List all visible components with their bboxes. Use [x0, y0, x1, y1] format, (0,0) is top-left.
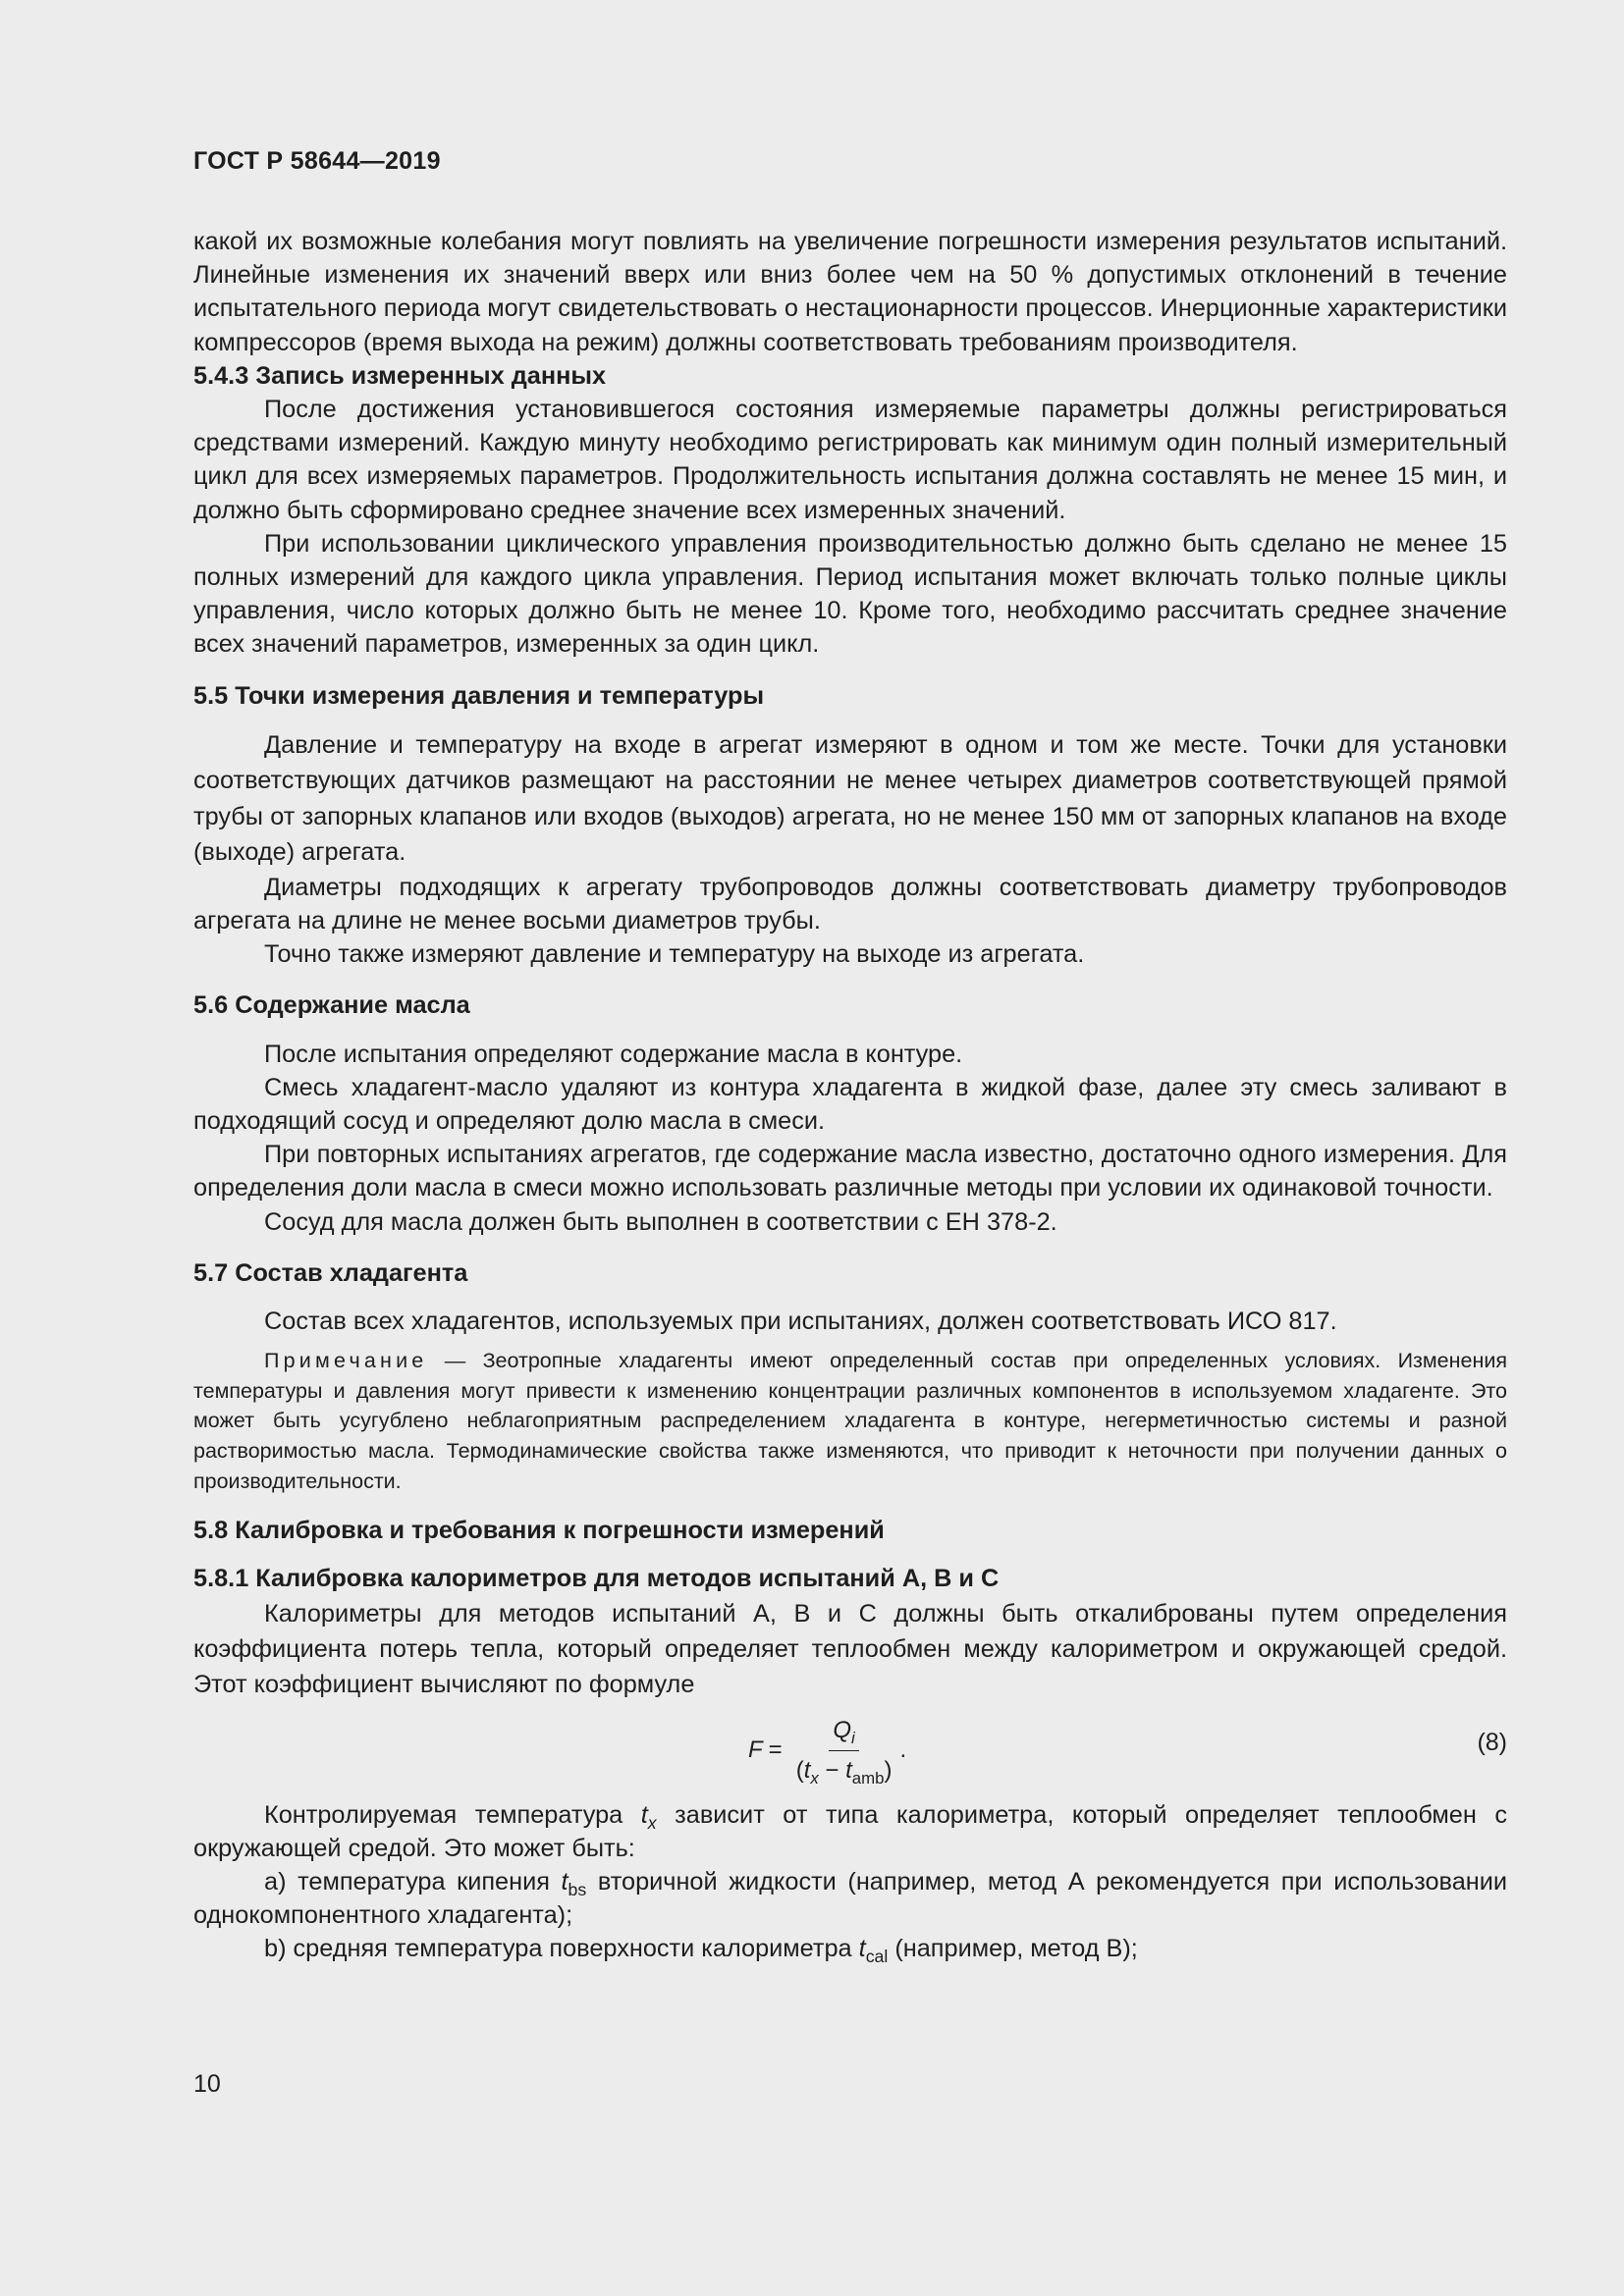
item-a-sub: bs — [568, 1880, 587, 1900]
den-var2: t — [845, 1756, 852, 1784]
paragraph-5-8-1-a: Калориметры для методов испытаний А, В и С должны быть откалиброваны путем определения коэффициента потерь тепла, который определяет теплообмен между калориметром и окружающей средой. Этот коэффициент вычисляют по формуле — [193, 1599, 1507, 1698]
paragraph-5-4-3-b: При использовании циклического управления производительностью должно быть сделано не менее 15 полных измерений для каждого цикла управления. Период испытания может включать только полные циклы управления, число которых должно быть не менее 10. Кроме того, необходимо рассчитать среднее значение всех значений параметров, измеренных за один цикл. — [193, 529, 1507, 659]
section-heading-5-8: 5.8 Калибровка и требования к погрешности измерений — [193, 1517, 885, 1545]
formula-lhs: F — [748, 1736, 763, 1764]
den-close: ) — [884, 1756, 893, 1784]
formula-numerator — [829, 1714, 858, 1751]
paragraph-5-6-d: Сосуд для масла должен быть выполнен в соответствии с ЕН 378-2. — [264, 1207, 1057, 1236]
subsection-heading-5-4-3: 5.4.3 Запись измеренных данных — [193, 361, 607, 390]
formula-number: (8) — [1477, 1728, 1507, 1756]
p-tx-post: зависит от типа калориметра, который определяет теплообмен с окружающей средой. Это может быть: — [193, 1800, 1507, 1862]
formula-denominator — [792, 1751, 896, 1788]
page-number: 10 — [193, 2070, 221, 2098]
formula-trail: . — [899, 1736, 907, 1764]
section-heading-5-6: 5.6 Содержание масла — [193, 991, 470, 1020]
paragraph-5-6-b: Смесь хладагент-масло удаляют из контура хладагента в жидкой фазе, далее эту смесь заливают в подходящий сосуд и определяют долю масла в смеси. — [193, 1073, 1507, 1136]
den-sub1: x — [810, 1768, 819, 1788]
item-b-pre: b) средняя температура поверхности калориметра — [264, 1935, 859, 1963]
paragraph-continuation: какой их возможные колебания могут повлиять на увеличение погрешности измерения результатов испытаний. Линейные изменения их значений вверх или вниз более чем на 50 % допустимых отклонений в течение испытательного периода могут свидетельствовать о нестационарности процессов. Инерционные характеристики компрессоров (время выхода на режим) должны соответствовать требованиям производителя. — [193, 228, 1507, 356]
paragraph-5-4-3-a: После достижения установившегося состояния измеряемые параметры должны регистрироваться средствами измерений. Каждую минуту необходимо регистрировать как минимум один полный измерительный цикл для всех измеряемых параметров. Продолжительность испытания должна составлять не менее 15 мин, и должно быть сформировано среднее значение всех измеренных значений. — [193, 396, 1507, 524]
section-heading-5-7: 5.7 Состав хладагента — [193, 1258, 468, 1287]
formula-fraction — [792, 1714, 896, 1788]
numerator-var: Q — [833, 1716, 852, 1743]
item-a-var: t — [561, 1868, 568, 1896]
document-body — [193, 225, 1507, 1966]
paragraph-5-5-a: Давление и температуру на входе в агрегат измеряют в одном и том же месте. Точки для установки соответствующих датчиков размещают на расстоянии не менее четырех диаметров соответствующей прямой трубы от запорных клапанов или входов (выходов) агрегата, но не менее 150 мм от запорных клапанов на входе (выходе) агрегата. — [193, 730, 1507, 867]
item-a-post: вторичной жидкости (например, метод А рекомендуется при использовании однокомпонентного хладагента); — [193, 1868, 1507, 1930]
p-tx-pre: Контролируемая температура — [264, 1800, 641, 1829]
note-label: Примечание — [264, 1349, 428, 1373]
formula-8-row — [193, 1712, 1507, 1788]
item-b-sub: cal — [865, 1947, 889, 1967]
paragraph-5-6-a: После испытания определяют содержание масла в контуре. — [264, 1040, 963, 1068]
paragraph-5-5-b: Диаметры подходящих к агрегату трубопроводов должны соответствовать диаметру трубопроводов агрегата на длине не менее восьми диаметров трубы. — [193, 873, 1507, 935]
den-minus: − — [818, 1756, 846, 1784]
formula-equals: = — [768, 1736, 783, 1764]
section-heading-5-5: 5.5 Точки измерения давления и температуры — [193, 681, 765, 710]
paragraph-5-5-c: Точно также измеряют давление и температуру на выходе из агрегата. — [264, 940, 1085, 969]
note-text: — Зеотропные хладагенты имеют определенный состав при определенных условиях. Изменения температуры и давления могут привести к изменению концентрации различных компонентов в используемом хладагенте. Это может быть усугублено неблагоприятным распределением хладагента в контуре, негерметичностью системы и разной растворимостью масла. Термодинамические свойства также изменяются, что приводит к неточности при получении данных о производительности. — [193, 1349, 1507, 1493]
note-paragraph — [193, 1346, 1507, 1496]
paragraph-5-6-c: При повторных испытаниях агрегатов, где содержание масла известно, достаточно одного измерения. Для определения доли масла в смеси можно использовать различные методы при условии их одинаковой точности. — [193, 1141, 1507, 1202]
document-code-header: ГОСТ Р 58644—2019 — [193, 147, 441, 175]
paragraph-tx — [193, 1798, 1507, 1865]
p-tx-sub: x — [647, 1812, 657, 1833]
den-open: ( — [795, 1756, 804, 1784]
subsection-heading-5-8-1: 5.8.1 Калибровка калориметров для методов испытаний А, В и С — [193, 1565, 1000, 1593]
den-var1: t — [803, 1756, 811, 1784]
paragraph-5-7-a: Состав всех хладагентов, используемых при испытаниях, должен соответствовать ИСО 817. — [264, 1308, 1337, 1336]
list-item-a — [193, 1865, 1507, 1932]
item-a-pre: a) температура кипения — [264, 1868, 562, 1896]
p-tx-var: t — [640, 1800, 648, 1829]
item-b-post: (например, метод В); — [888, 1935, 1138, 1963]
den-sub2: amb — [851, 1768, 885, 1788]
numerator-sub: i — [851, 1728, 855, 1747]
item-b-var: t — [858, 1935, 866, 1963]
formula-8 — [748, 1714, 906, 1788]
list-item-b — [193, 1932, 1507, 1965]
